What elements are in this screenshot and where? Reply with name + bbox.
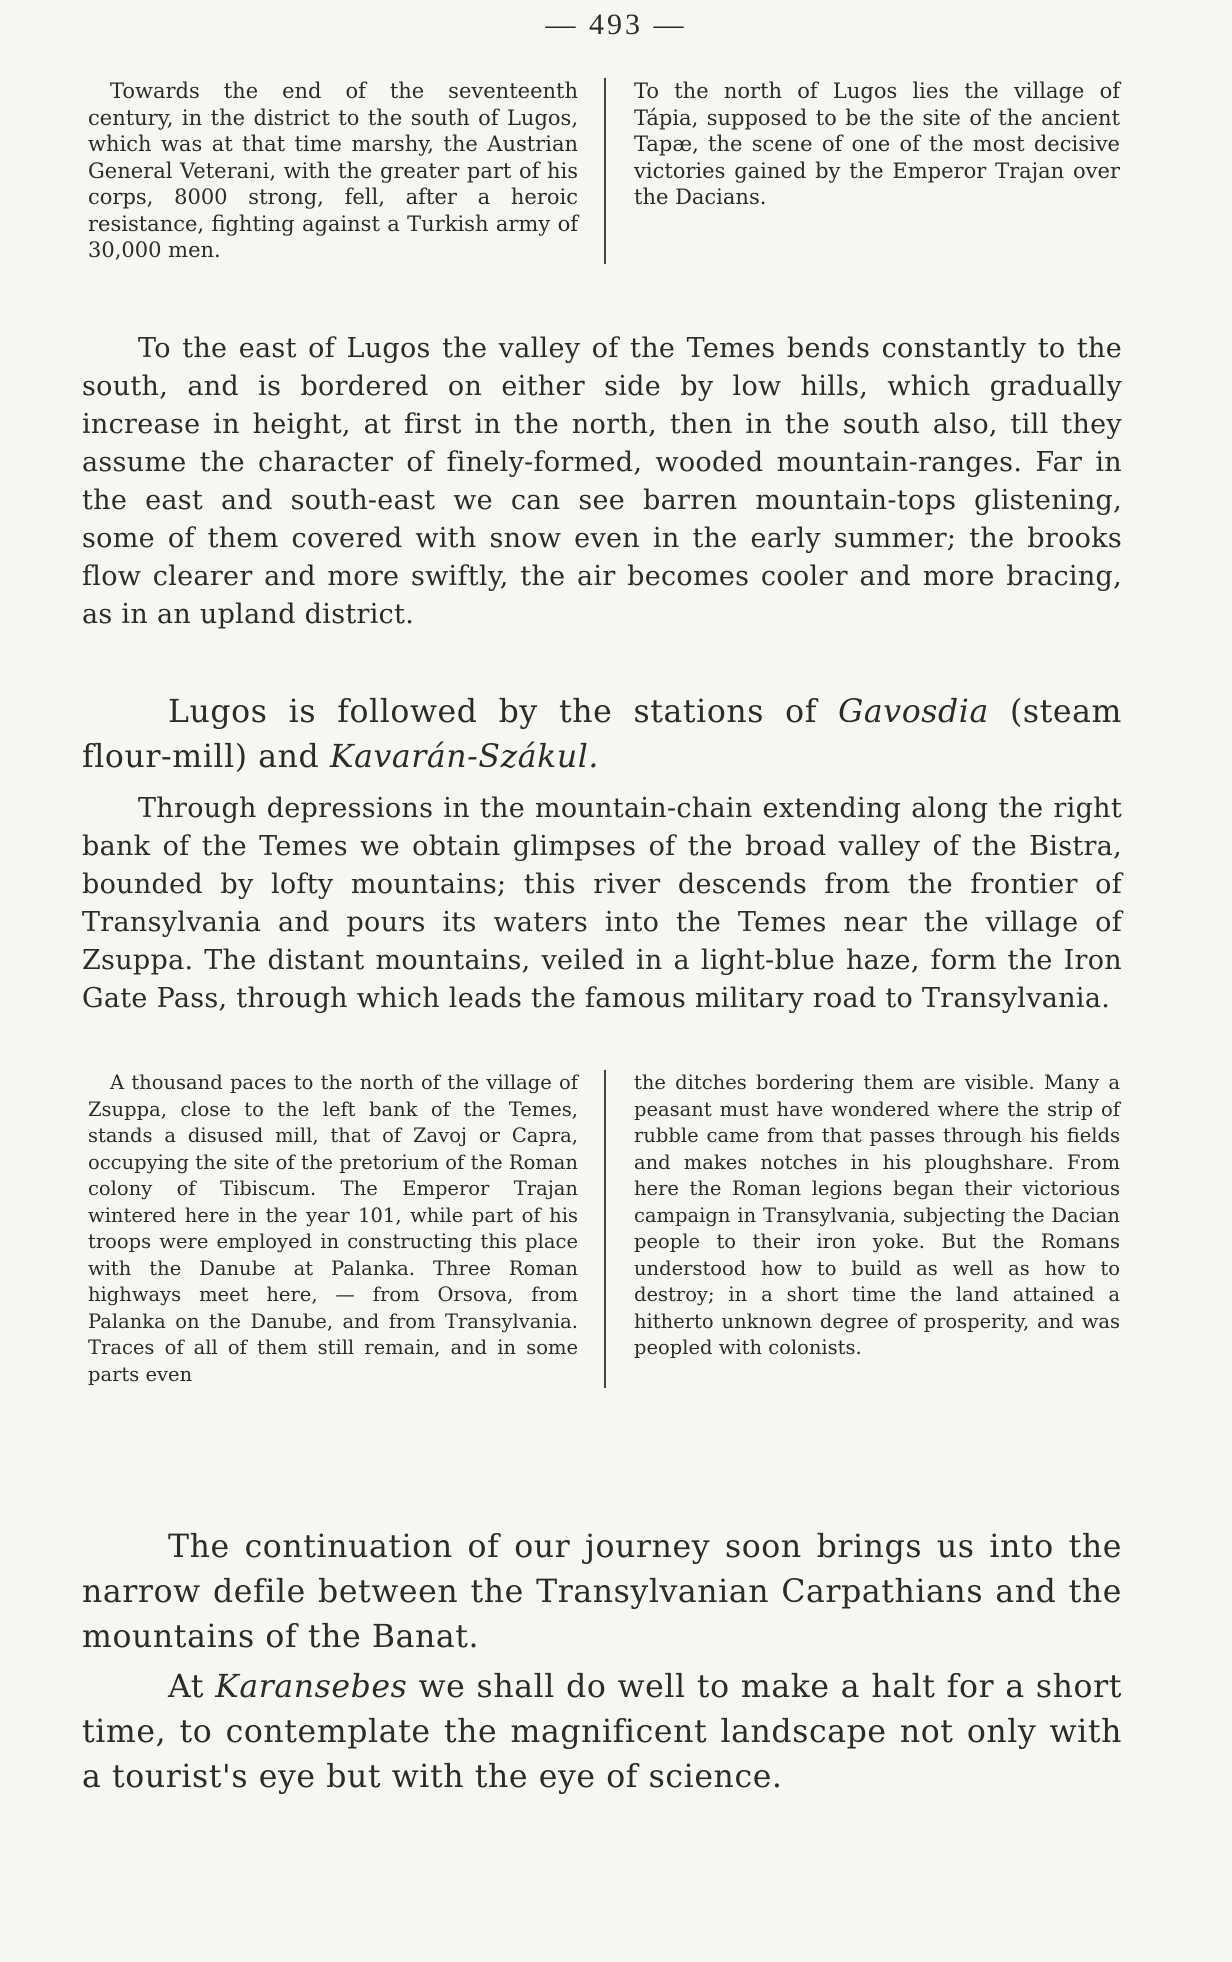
station-name: Kavarán-Szákul. — [329, 739, 600, 775]
page-number: — 493 — — [545, 8, 687, 41]
paragraph-text: At — [168, 1669, 216, 1705]
footnote-text: A thousand paces to the north of the village of Zsuppa, close to the left bank of the Temes, stands a disused mill, that of Zavoj or Capra, occupying the site of the pretorium of the Roman colony of Tibiscum. The Emperor Trajan wintered here in the year 101, while part of his troops were employed in constructing this place with the Danube at Palanka. Three Roman highways meet here, — from Orsova, from Palanka on the Danube, and from Transylvania. Traces of all of them still remain, and in some parts even — [88, 1071, 578, 1386]
karansebes-paragraph — [82, 1665, 1122, 1800]
place-name: Karansebes — [215, 1669, 408, 1705]
paragraph-text: Lugos is followed by the stations of — [168, 694, 839, 730]
station-paragraph — [82, 690, 1122, 780]
footnote-text: Towards the end of the seventeenth century, in the district to the south of Lugos, which was at that time marshy, the Austrian General Veterani, with the greater part of his corps, 8000 strong, fell, after a heroic resistance, fighting against a Turkish army of 30,000 men. — [88, 79, 578, 262]
paragraph-text: we shall do well to make a halt for a short time, to contemplate the magnificent landscape not only with a tourist's eye but with the eye of science. — [82, 1669, 1122, 1795]
footnote-column-right — [604, 1070, 1120, 1388]
footnote-text: To the north of Lugos lies the village of Tápia, supposed to be the site of the ancient Tapæ, the scene of one of the most decisive victories gained by the Emperor Trajan over the Dacians. — [634, 79, 1120, 209]
body-paragraph: Through depressions in the mountain-chain extending along the right bank of the Temes we obtain glimpses of the broad valley of the Bistra, bounded by lofty mountains; this river descends from the frontier of Transylvania and pours its waters into the Temes near the village of Zsuppa. The distant mountains, veiled in a light-blue haze, form the Iron Gate Pass, through which leads the famous military road to Transylvania. — [82, 793, 1122, 1014]
footnote-block-bottom — [88, 1070, 1120, 1388]
footnote-block-top — [88, 78, 1120, 264]
station-name: Gavosdia — [838, 694, 989, 730]
footnote-column-left — [88, 78, 604, 264]
footnote-column-left — [88, 1070, 604, 1388]
body-paragraph: To the east of Lugos the valley of the Temes bends constantly to the south, and is bordered on either side by low hills, which gradually increase in height, at first in the north, then in the south also, till they assume the character of finely-formed, wooded mountain-ranges. Far in the east and south-east we can see barren mountain-tops glistening, some of them covered with snow even in the early summer; the brooks flow clearer and more swiftly, the air becomes cooler and more bracing, as in an upland district. — [82, 333, 1122, 630]
footnote-column-right — [604, 78, 1120, 264]
footnote-text: the ditches bordering them are visible. Many a peasant must have wondered where the strip of rubble came from that passes through his fields and makes notches in his ploughshare. From here the Roman legions began their victorious campaign in Transylvania, subjecting the Dacian people to their iron yoke. But the Romans understood how to build as well as how to destroy; in a short time the land attained a hitherto unknown degree of prosperity, and was peopled with colonists. — [634, 1071, 1120, 1359]
paragraph-text: (steam flour-mill) and — [82, 694, 1122, 775]
journey-paragraph: The continuation of our journey soon brings us into the narrow defile between the Transylvanian Carpathians and the mountains of the Banat. — [82, 1529, 1122, 1655]
